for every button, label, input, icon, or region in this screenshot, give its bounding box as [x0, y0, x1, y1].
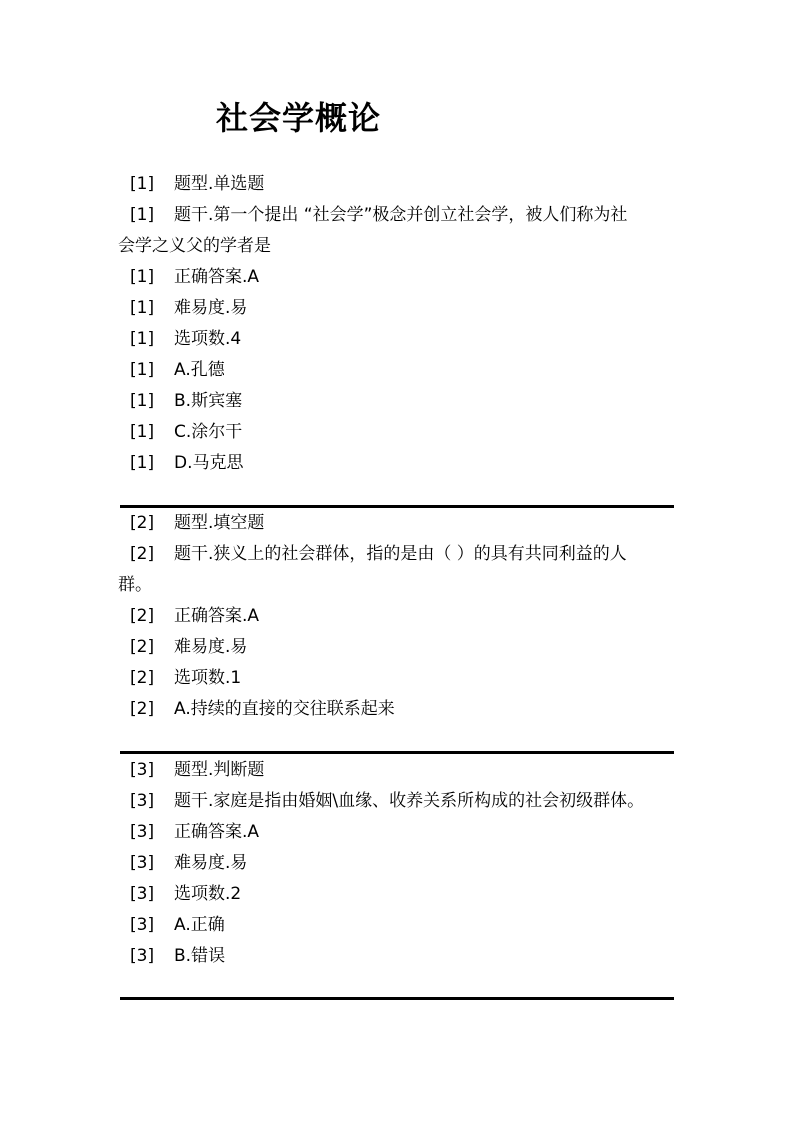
question-option [118, 941, 674, 972]
question-type [118, 508, 674, 539]
question-type [118, 755, 674, 786]
question-index: [3] [130, 822, 155, 842]
question-option [118, 417, 674, 448]
question-option [118, 910, 674, 941]
question-3 [118, 755, 674, 972]
question-stem-text: 题干.狭义上的社会群体，指的是由（ ）的具有共同利益的人 [174, 544, 627, 564]
question-option-count-text: 选项数.2 [174, 884, 242, 904]
question-index: [2] [130, 606, 155, 626]
question-index: [3] [130, 915, 155, 935]
question-type-text: 题型.单选题 [174, 174, 265, 194]
question-answer-text: 正确答案.A [174, 606, 260, 626]
question-option [118, 694, 674, 725]
question-option-count [118, 324, 674, 355]
question-2 [118, 508, 674, 725]
question-type [118, 169, 674, 200]
question-index: [3] [130, 791, 155, 811]
question-index: [3] [130, 853, 155, 873]
question-stem-text: 题干.家庭是指由婚姻\血缘、收养关系所构成的社会初级群体。 [174, 791, 645, 811]
question-stem [118, 200, 674, 231]
question-stem [118, 786, 674, 817]
question-index: [1] [130, 360, 155, 380]
option-text: D.马克思 [174, 453, 244, 473]
option-text: A.持续的直接的交往联系起来 [174, 699, 395, 719]
question-index: [2] [130, 668, 155, 688]
question-difficulty-text: 难易度.易 [174, 298, 248, 318]
question-stem-text-cont: 群。 [118, 575, 152, 595]
question-index: [1] [130, 329, 155, 349]
question-index: [1] [130, 453, 155, 473]
option-text: B.错误 [174, 946, 226, 966]
question-index: [3] [130, 760, 155, 780]
section-divider [120, 751, 674, 754]
question-1 [118, 169, 674, 479]
option-text: A.孔德 [174, 360, 225, 380]
question-option [118, 355, 674, 386]
question-stem-text-cont: 会学之义父的学者是 [118, 236, 271, 256]
question-stem-continuation [118, 231, 674, 262]
question-answer [118, 601, 674, 632]
question-difficulty-text: 难易度.易 [174, 853, 248, 873]
question-index: [1] [130, 422, 155, 442]
question-index: [1] [130, 391, 155, 411]
option-text: C.涂尔干 [174, 422, 243, 442]
question-stem-text: 题干.第一个提出 “社会学”极念并创立社会学，被人们称为社 [174, 205, 628, 225]
question-difficulty [118, 293, 674, 324]
question-type-text: 题型.判断题 [174, 760, 265, 780]
question-answer [118, 817, 674, 848]
question-index: [2] [130, 637, 155, 657]
question-difficulty-text: 难易度.易 [174, 637, 248, 657]
question-option-count-text: 选项数.1 [174, 668, 242, 688]
page-title: 社会学概论 [216, 99, 382, 137]
question-index: [1] [130, 298, 155, 318]
question-index: [2] [130, 513, 155, 533]
question-option [118, 448, 674, 479]
question-answer [118, 262, 674, 293]
question-stem-continuation [118, 570, 674, 601]
question-index: [1] [130, 267, 155, 287]
question-index: [1] [130, 205, 155, 225]
question-index: [2] [130, 699, 155, 719]
section-divider [120, 997, 674, 1000]
question-index: [3] [130, 884, 155, 904]
question-index: [2] [130, 544, 155, 564]
question-index: [1] [130, 174, 155, 194]
question-answer-text: 正确答案.A [174, 822, 260, 842]
question-difficulty [118, 632, 674, 663]
question-option-count [118, 663, 674, 694]
question-option-count [118, 879, 674, 910]
question-difficulty [118, 848, 674, 879]
option-text: B.斯宾塞 [174, 391, 243, 411]
question-option [118, 386, 674, 417]
question-option-count-text: 选项数.4 [174, 329, 242, 349]
question-index: [3] [130, 946, 155, 966]
option-text: A.正确 [174, 915, 225, 935]
question-stem [118, 539, 674, 570]
question-answer-text: 正确答案.A [174, 267, 260, 287]
question-type-text: 题型.填空题 [174, 513, 265, 533]
